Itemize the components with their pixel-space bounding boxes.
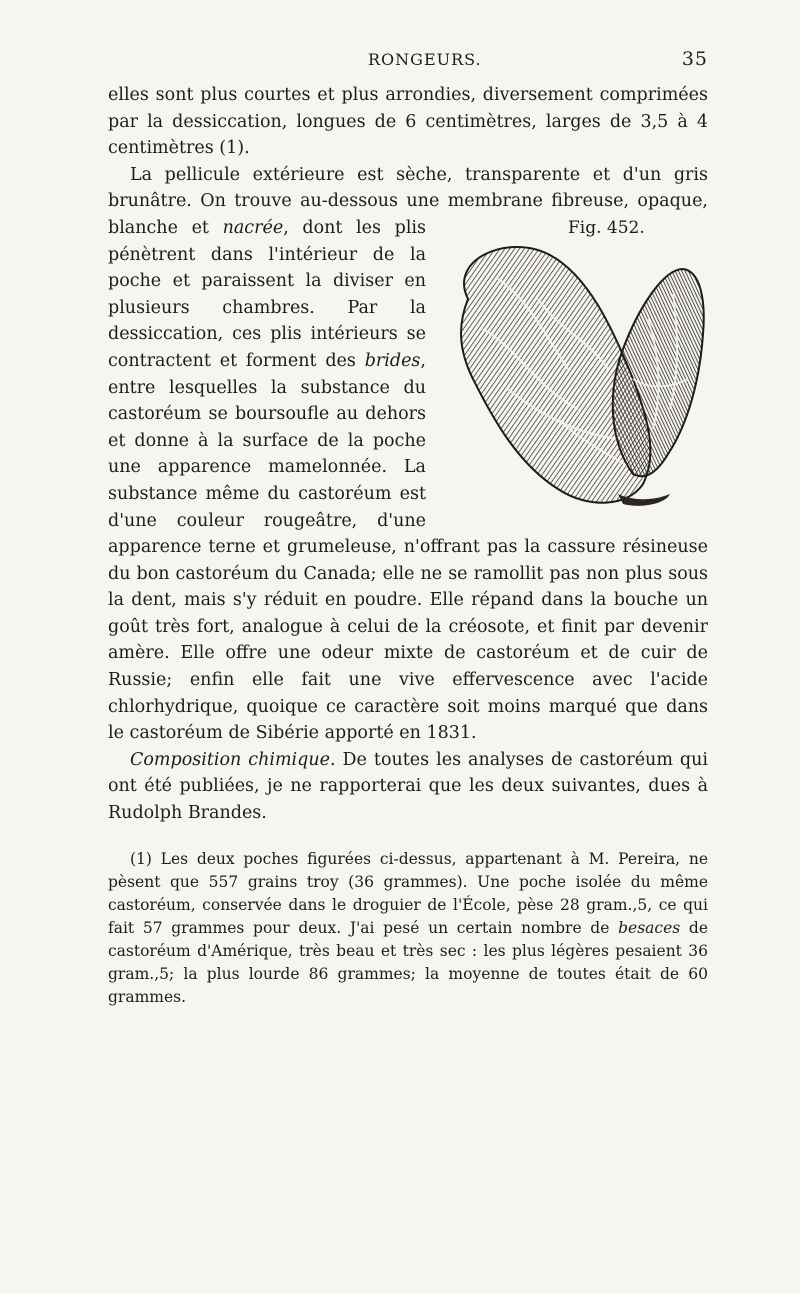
paragraph-1: elles sont plus courtes et plus arrondies, diversement comprimées par la dessiccation, longues de 6 centimètres, larges de 3,5 à 4 centimètres (1). bbox=[108, 85, 708, 159]
running-head bbox=[108, 50, 708, 74]
section-heading-composition: Composition chimique. bbox=[130, 749, 336, 770]
paragraph-2-start: La pellicule extérieure est sèche, transparente et d'un gris brunâtre. On trouve au-dessous une membrane fibreuse, opaque, blanche et bbox=[108, 164, 708, 238]
paragraph-3-text: De toutes les analyses de castoréum qui ont été publiées, je ne rapporterai que les deux suivantes, dues à Rudolph Brandes. bbox=[108, 749, 708, 824]
running-title: RONGEURS. bbox=[368, 50, 482, 69]
paragraph-2 bbox=[108, 162, 708, 747]
emphasis-brides: brides bbox=[364, 350, 421, 371]
figure-452 bbox=[438, 215, 708, 527]
page-number: 35 bbox=[681, 48, 708, 70]
paragraph-3 bbox=[108, 747, 708, 827]
emphasis-besaces: besaces bbox=[618, 919, 681, 937]
main-text bbox=[108, 82, 708, 827]
footnote bbox=[108, 848, 708, 1009]
castoreum-pouches-illustration bbox=[438, 239, 708, 527]
paragraph-2-middle: , dont les plis pénètrent dans l'intérieur de la poche et paraissent la diviser en plusieurs chambres. Par la dessiccation, ces plis intérieurs se contractent et forment des bbox=[108, 217, 426, 371]
emphasis-nacree: nacrée bbox=[222, 217, 284, 238]
figure-label: Fig. 452. bbox=[568, 217, 645, 238]
footnote-text-1: (1) Les deux poches figurées ci-dessus, appartenant à M. Pereira, ne pèsent que 557 grains troy (36 grammes). Une poche isolée du même castoréum, conservée dans le droguier de l'École, pèse 28 gram.,5, ce qui fait 57 grammes pour deux. J'ai pesé un certain nombre de bbox=[108, 850, 708, 937]
footnote-text-2: de castoréum d'Amérique, très beau et très sec : les plus légères pesaient 36 gram.,5; la plus lourde 86 grammes; la moyenne de toutes était de 60 grammes. bbox=[108, 919, 709, 1006]
footnote-1 bbox=[108, 848, 708, 1009]
paragraph-2-end: , entre lesquelles la substance du castoréum se boursoufle au dehors et donne à la surface de la poche une apparence mamelonnée. La substance même du castoréum est d'une couleur rougeâtre, d'une apparence terne et grumeleuse, n'offrant pas la cassure résineuse du bon castoréum du Canada; elle ne se ramollit pas non plus sous la dent, mais s'y réduit en poudre. Elle répand dans la bouche un goût très fort, analogue à celui de la créosote, et finit par devenir amère. Elle offre une odeur mixte de castoréum et de cuir de Russie; enfin elle fait une vive effervescence avec l'acide chlorhydrique, quoique ce caractère soit moins marqué que dans le castoréum de Sibérie apporté en 1831. bbox=[108, 350, 708, 744]
